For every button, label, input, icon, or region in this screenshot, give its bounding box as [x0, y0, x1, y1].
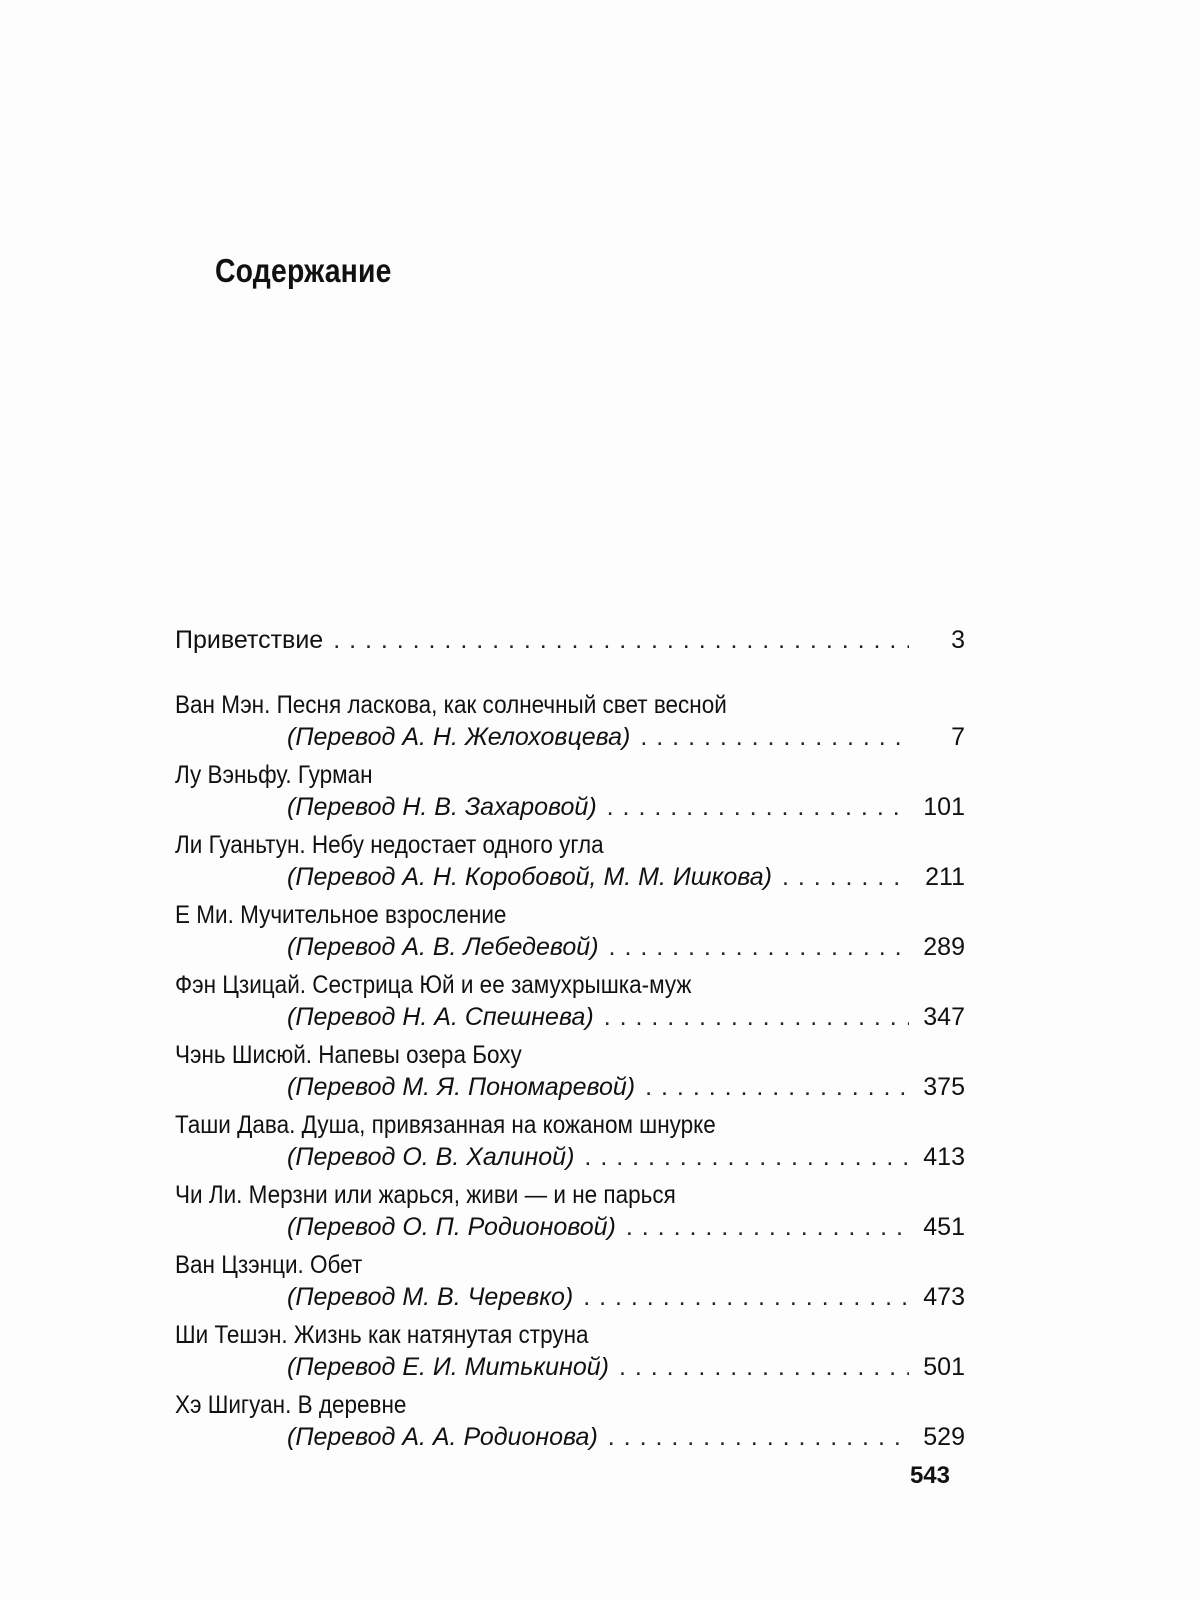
toc-entry-translator: (Перевод О. П. Родионовой): [287, 1213, 616, 1241]
toc-entry: [175, 1110, 965, 1175]
toc-entry-translator-row: [175, 932, 965, 965]
toc-entry: [175, 1250, 965, 1315]
toc-entry-page: 211: [925, 863, 965, 891]
toc-entry-translator-row: [175, 1072, 965, 1105]
table-of-contents: [175, 625, 965, 1460]
toc-entry-page: 7: [951, 723, 965, 751]
toc-entry-title-row: [175, 690, 965, 722]
spacer: [175, 655, 965, 690]
toc-entry-title-row: [175, 1250, 965, 1282]
toc-entry-translator-row: [175, 1282, 965, 1315]
toc-entry: [175, 1320, 965, 1385]
toc-entries: [175, 690, 965, 1455]
toc-entry: [175, 900, 965, 965]
toc-entry: [175, 1180, 965, 1245]
toc-entry-page: 413: [923, 1143, 965, 1171]
toc-entry-translator: (Перевод О. В. Халиной): [287, 1143, 575, 1171]
toc-entry-translator: (Перевод А. А. Родионова): [287, 1423, 598, 1451]
dot-leader: [333, 625, 909, 655]
dot-leader: [608, 1422, 909, 1452]
toc-entry-title: Таши Дава. Душа, привязанная на кожаном шнурке: [175, 1111, 716, 1139]
dot-leader: [645, 1072, 909, 1102]
toc-entry-page: 529: [923, 1423, 965, 1451]
dot-leader: [619, 1352, 909, 1382]
toc-entry: [175, 760, 965, 825]
toc-entry-translator-row: [175, 1002, 965, 1035]
toc-entry-translator-row: [175, 1212, 965, 1245]
toc-entry-translator-row: [175, 722, 965, 755]
toc-entry-translator: (Перевод А. Н. Коробовой, М. М. Ишкова): [287, 863, 772, 891]
toc-entry: [175, 830, 965, 895]
toc-entry-page: 501: [923, 1353, 965, 1381]
toc-entry-page: 347: [923, 1003, 965, 1031]
toc-intro-page: 3: [951, 626, 965, 654]
dot-leader: [626, 1212, 909, 1242]
toc-entry-title-row: [175, 760, 965, 792]
toc-entry: [175, 690, 965, 755]
toc-entry: [175, 970, 965, 1035]
toc-entry-page: 473: [923, 1283, 965, 1311]
page-number: 543: [909, 1462, 950, 1489]
dot-leader: [782, 862, 909, 892]
toc-entry-translator: (Перевод М. В. Черевко): [287, 1283, 574, 1311]
toc-entry-title-row: [175, 1320, 965, 1352]
toc-entry-translator-row: [175, 1142, 965, 1175]
toc-entry-title: Ван Цзэнци. Обет: [175, 1251, 363, 1279]
toc-entry: [175, 1040, 965, 1105]
dot-leader: [583, 1282, 909, 1312]
dot-leader: [584, 1142, 909, 1172]
dot-leader: [640, 722, 909, 752]
toc-entry-title: Лу Вэньфу. Гурман: [175, 761, 373, 789]
toc-entry-title: Ши Тешэн. Жизнь как натянутая струна: [175, 1321, 589, 1349]
toc-entry-translator: (Перевод А. В. Лебедевой): [287, 933, 599, 961]
toc-entry-title-row: [175, 900, 965, 932]
toc-entry-title: Фэн Цзицай. Сестрица Юй и ее замухрышка-муж: [175, 971, 692, 999]
toc-entry-translator: (Перевод Н. В. Захаровой): [287, 793, 597, 821]
dot-leader: [604, 1002, 909, 1032]
dot-leader: [609, 932, 909, 962]
toc-entry-title-row: [175, 970, 965, 1002]
toc-entry-title: Чи Ли. Мерзни или жарься, живи — и не парься: [175, 1181, 676, 1209]
toc-entry-title: Е Ми. Мучительное взросление: [175, 901, 507, 929]
toc-entry-translator-row: [175, 862, 965, 895]
toc-entry-title-row: [175, 830, 965, 862]
toc-intro-row: [175, 625, 965, 655]
toc-entry-translator-row: [175, 792, 965, 825]
toc-entry-page: 451: [923, 1213, 965, 1241]
toc-entry-title: Ван Мэн. Песня ласкова, как солнечный свет весной: [175, 691, 727, 719]
toc-entry-translator-row: [175, 1422, 965, 1455]
toc-entry: [175, 1390, 965, 1455]
toc-entry-title-row: [175, 1180, 965, 1212]
toc-entry-translator: (Перевод А. Н. Желоховцева): [287, 723, 631, 751]
toc-intro-label: Приветствие: [175, 626, 324, 654]
toc-entry-translator-row: [175, 1352, 965, 1385]
toc-entry-page: 101: [923, 793, 965, 821]
toc-entry-translator: (Перевод Н. А. Спешнева): [287, 1003, 594, 1031]
toc-entry-page: 289: [923, 933, 965, 961]
toc-entry-translator: (Перевод М. Я. Пономаревой): [287, 1073, 636, 1101]
toc-entry-title: Ли Гуаньтун. Небу недостает одного угла: [175, 831, 604, 859]
toc-entry-title-row: [175, 1390, 965, 1422]
dot-leader: [607, 792, 909, 822]
toc-entry-title-row: [175, 1040, 965, 1072]
toc-entry-title: Чэнь Шисюй. Напевы озера Боху: [175, 1041, 522, 1069]
toc-entry-page: 375: [923, 1073, 965, 1101]
toc-entry-title: Хэ Шигуан. В деревне: [175, 1391, 407, 1419]
toc-entry-title-row: [175, 1110, 965, 1142]
toc-entry-translator: (Перевод Е. И. Митькиной): [287, 1353, 609, 1381]
page-title: Содержание: [215, 252, 392, 289]
